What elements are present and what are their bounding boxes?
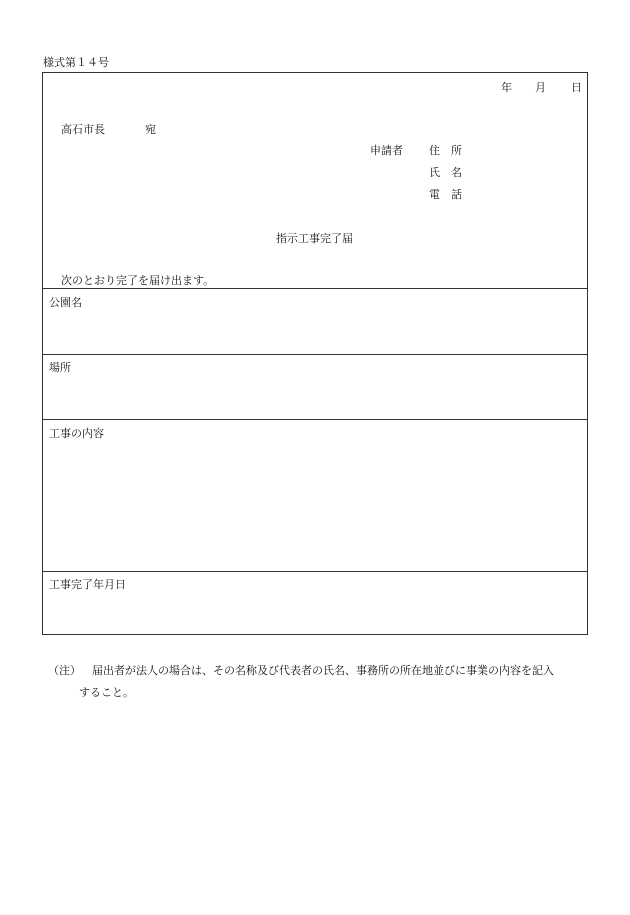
row-divider [43, 571, 587, 572]
row-divider [43, 354, 587, 355]
note-line-2: すること。 [79, 686, 134, 699]
form-number: 様式第１４号 [43, 56, 109, 69]
location-label: 場所 [49, 361, 71, 374]
date-year-label: 年 [501, 81, 512, 94]
applicant-label: 申請者 [370, 144, 403, 157]
addressee-name: 高石市長 [61, 123, 105, 136]
note-prefix: （注） [48, 664, 81, 677]
row-divider [43, 419, 587, 420]
applicant-address-label: 住 所 [429, 144, 462, 157]
date-day-label: 日 [571, 81, 582, 94]
addressee-suffix: 宛 [145, 123, 156, 136]
form-table [42, 72, 588, 635]
row-divider [43, 288, 587, 289]
completion-date-label: 工事完了年月日 [49, 578, 126, 591]
intro-text: 次のとおり完了を届け出ます。 [61, 274, 215, 287]
park-name-label: 公園名 [49, 296, 82, 309]
date-month-label: 月 [535, 81, 546, 94]
form-title: 指示工事完了届 [276, 232, 353, 245]
applicant-name-label: 氏 名 [429, 166, 462, 179]
work-content-label: 工事の内容 [49, 427, 104, 440]
note-line-1: 届出者が法人の場合は、その名称及び代表者の氏名、事務所の所在地並びに事業の内容を記入 [92, 664, 554, 677]
applicant-phone-label: 電 話 [429, 188, 462, 201]
